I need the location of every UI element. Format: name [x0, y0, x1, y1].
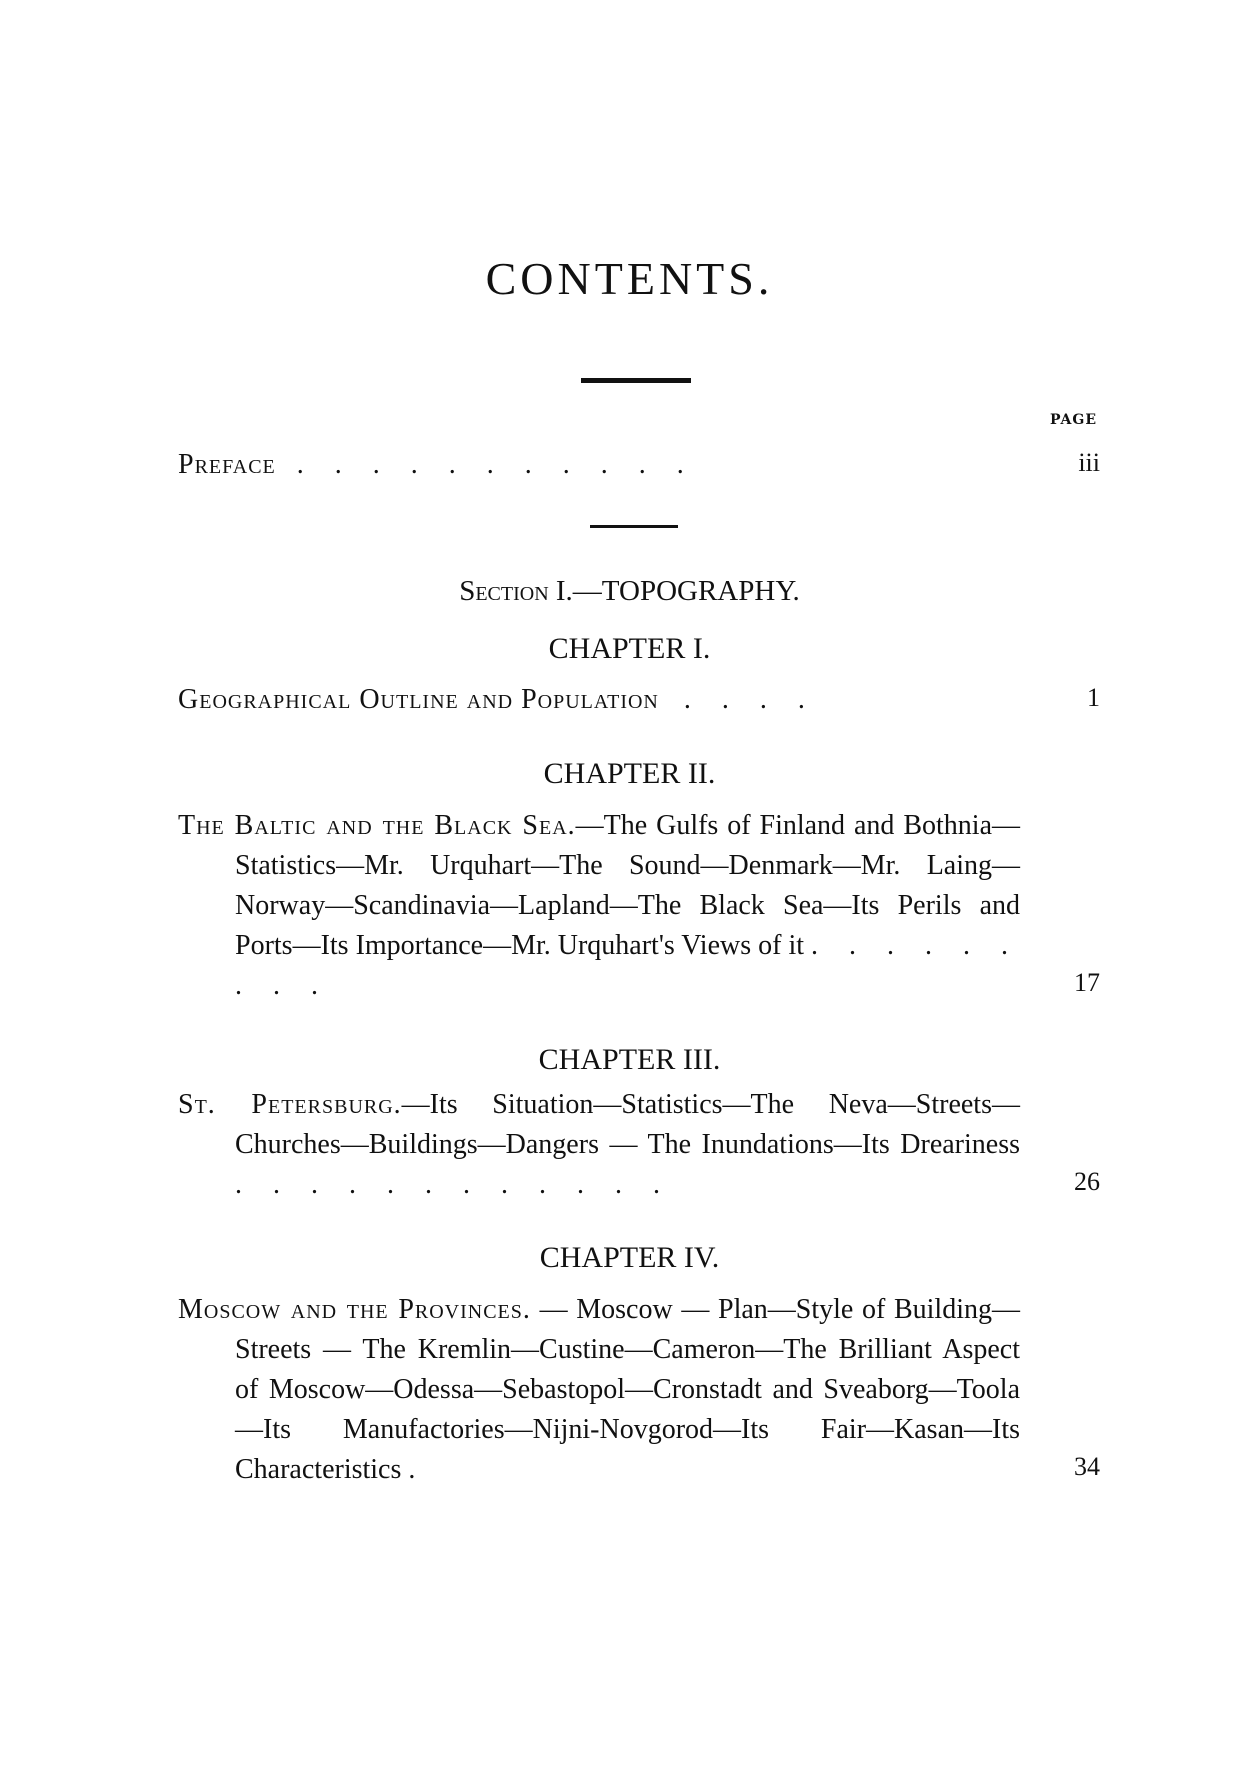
chapter-2-dots: . . . . . . . . .	[235, 930, 1020, 1001]
chapter-1-dots: . . . .	[683, 684, 817, 715]
chapter-2-heading: CHAPTER II.	[543, 757, 716, 790]
preface-entry[interactable]	[178, 445, 696, 485]
chapter-3-dots: . . . . . . . . . . . .	[235, 1169, 672, 1200]
title-rule	[581, 378, 691, 383]
chapter-4-dots: .	[408, 1454, 416, 1485]
section-rule	[590, 525, 678, 528]
chapter-3-page: 26	[1074, 1167, 1100, 1196]
chapter-4-title: Moscow and the Provinces.	[178, 1294, 531, 1325]
chapter-4-entry[interactable]	[178, 1290, 1020, 1490]
chapter-2-body: —The Gulfs of Finland and Bothnia—Statistics—Mr. Urquhart—The Sound—Denmark—Mr. Laing—Norway—Scandinavia—Lapland—The Black Sea—Its Perils and Ports—Its Importance—Mr. Urquhart's Views of it	[235, 810, 1020, 961]
chapter-2-entry[interactable]	[178, 806, 1020, 1006]
chapter-1-heading: CHAPTER I.	[548, 632, 711, 665]
section-heading: Section I.—TOPOGRAPHY.	[459, 575, 800, 607]
preface-page: iii	[1078, 448, 1100, 477]
page-column-label: PAGE	[1050, 412, 1097, 428]
chapter-3-title: St. Petersburg.	[178, 1089, 402, 1120]
chapter-4-page: 34	[1074, 1452, 1100, 1481]
chapter-3-entry[interactable]	[178, 1085, 1020, 1205]
chapter-3-body: —Its Situation—Statistics—The Neva—Streets—Churches—Buildings—Dangers — The Inundations—Its Dreariness	[235, 1089, 1020, 1160]
preface-label: Preface	[178, 449, 276, 480]
chapter-4-body: — Moscow — Plan—Style of Building—Streets — The Kremlin—Custine—Cameron—The Brilliant Aspect of Moscow—Odessa—Sebastopol—Cronstadt and Sveaborg—Toola—Its Manufactories—Nijni-Novgorod—Its Fair—Kasan—Its Characteristics	[235, 1294, 1020, 1485]
chapter-2-title: The Baltic and the Black Sea.	[178, 810, 576, 841]
chapter-3-heading: CHAPTER III.	[538, 1043, 721, 1076]
chapter-4-heading: CHAPTER IV.	[539, 1241, 720, 1274]
preface-dots: . . . . . . . . . . .	[296, 449, 696, 480]
chapter-1-entry[interactable]	[178, 680, 817, 720]
chapter-1-page: 1	[1087, 683, 1100, 712]
chapter-2-page: 17	[1074, 968, 1100, 997]
chapter-1-title: Geographical Outline and Population	[178, 684, 659, 715]
page-title: CONTENTS.	[485, 253, 774, 304]
